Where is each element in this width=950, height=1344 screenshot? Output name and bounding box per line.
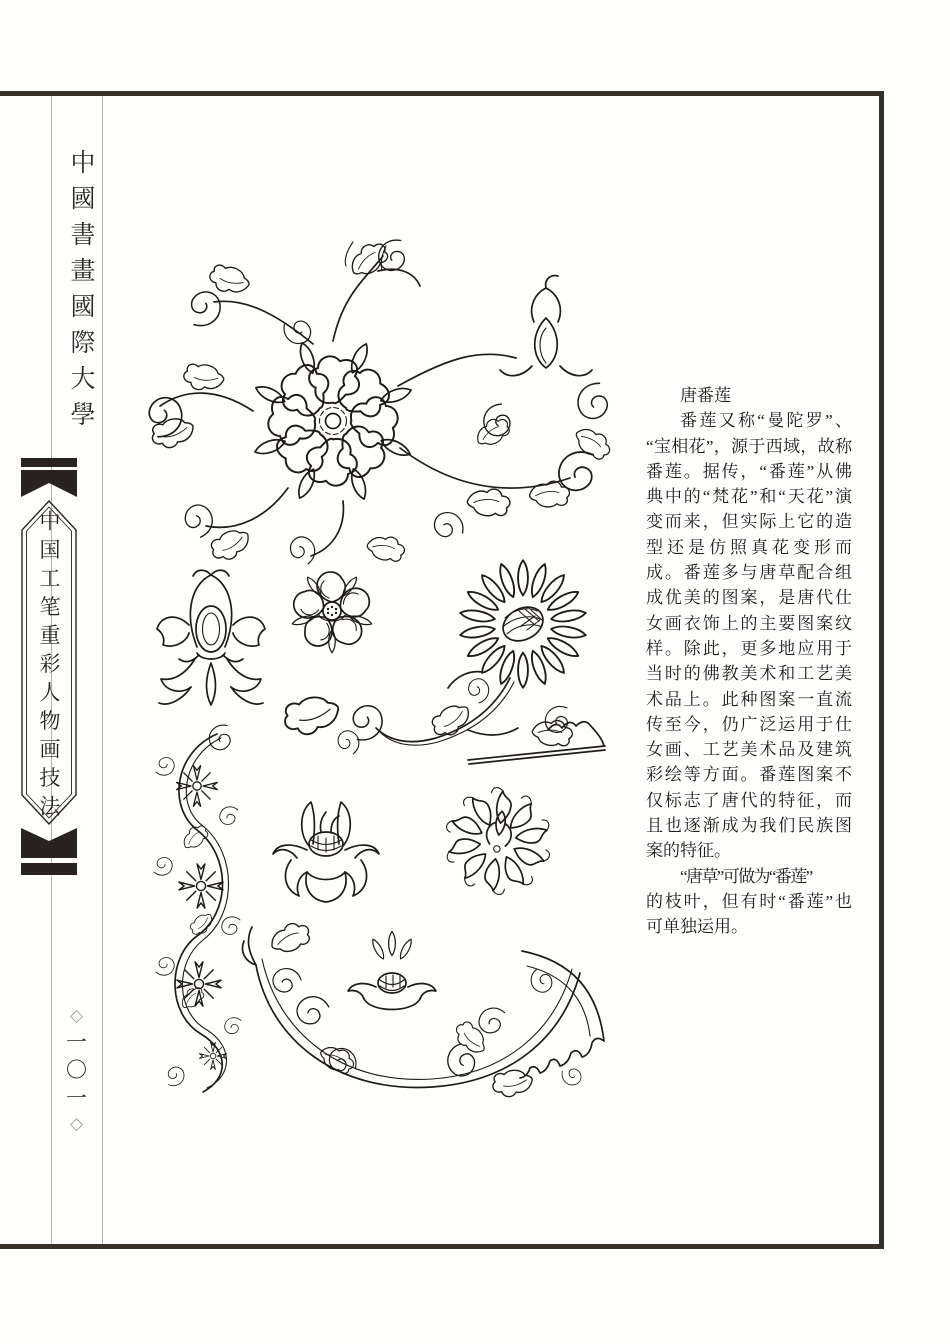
folio-column (51, 1004, 102, 1136)
article-line: 型还是仿照真花变形而 (646, 537, 852, 557)
frame-top-border (0, 91, 884, 96)
lotus-side-view-illustration (271, 794, 381, 910)
folio-page-number-char: 一 (66, 1086, 87, 1110)
folio-page-number-char: 一 (66, 1030, 87, 1054)
palmette-motif-illustration (155, 567, 267, 713)
article-line: “唐草”可做为“番莲” (680, 866, 812, 886)
article-line: 彩绘等方面。番莲图案不 (646, 765, 852, 785)
article-line: 的枝叶，但有时“番莲”也 (646, 891, 852, 911)
s-scroll-vine-border-illustration (145, 726, 243, 1098)
article-line: “宝相花”，源于西域，故称 (646, 436, 852, 456)
article-line: 样。除此，更多地应用于 (646, 638, 852, 658)
ribbon-bottom-bar (21, 863, 77, 875)
folio-page-number-char: 〇 (66, 1058, 87, 1082)
article-line: 术品上。此种图案一直流 (646, 689, 852, 709)
article-column (646, 383, 852, 940)
margin-rule-inner (102, 96, 103, 1244)
article-line: 且也逐渐成为我们民族图 (646, 816, 852, 836)
frame-right-border (879, 91, 884, 1249)
fanlian-sunflower-scroll-illustration (318, 560, 606, 768)
series-banner-title: 中国工笔重彩人物画技法 (37, 510, 61, 824)
article-line: 仅标志了唐代的特征，而 (646, 790, 852, 810)
article-line: 当时的佛教美术和工艺美 (646, 664, 852, 684)
ribbon-top-pennant (21, 470, 77, 498)
folio-diamond-ornament: ◇ (69, 1006, 84, 1025)
article-line: 可单独运用。 (646, 917, 748, 937)
ribbon-bottom-pennant (21, 828, 77, 858)
ribbon-top-bar (21, 458, 77, 467)
article-line: 女画衣饰上的主要图案纹 (646, 613, 852, 633)
article-line: 成优美的图案，是唐代仕 (646, 588, 852, 608)
article-line: 传至今，仍广泛运用于仕 (646, 714, 852, 734)
article-line: 案的特征。 (646, 841, 731, 861)
article-line: 番莲。据传，“番莲”从佛 (646, 461, 852, 481)
series-ribbon (21, 458, 77, 876)
article-line: 变而来，但实际上它的造 (646, 512, 852, 532)
article-line: 番莲又称“曼陀罗”、 (680, 411, 852, 431)
article-line: 典中的“梵花”和“天花”演 (646, 487, 852, 507)
article-line: 女画、工艺美术品及建筑 (646, 740, 852, 760)
folio-diamond-ornament: ◇ (69, 1114, 84, 1133)
article-body (646, 408, 852, 939)
university-title-vertical: 中國書畫國際大學 (67, 149, 94, 437)
tang-scroll-peony-illustration (148, 236, 606, 566)
pointed-petal-rosette-illustration (445, 785, 551, 895)
lotus-scroll-band-illustration (242, 921, 607, 1103)
article-title: 唐番莲 (680, 386, 731, 405)
frame-bottom-border (0, 1244, 884, 1249)
article-line: 成。番莲多与唐草配合组 (646, 563, 852, 583)
